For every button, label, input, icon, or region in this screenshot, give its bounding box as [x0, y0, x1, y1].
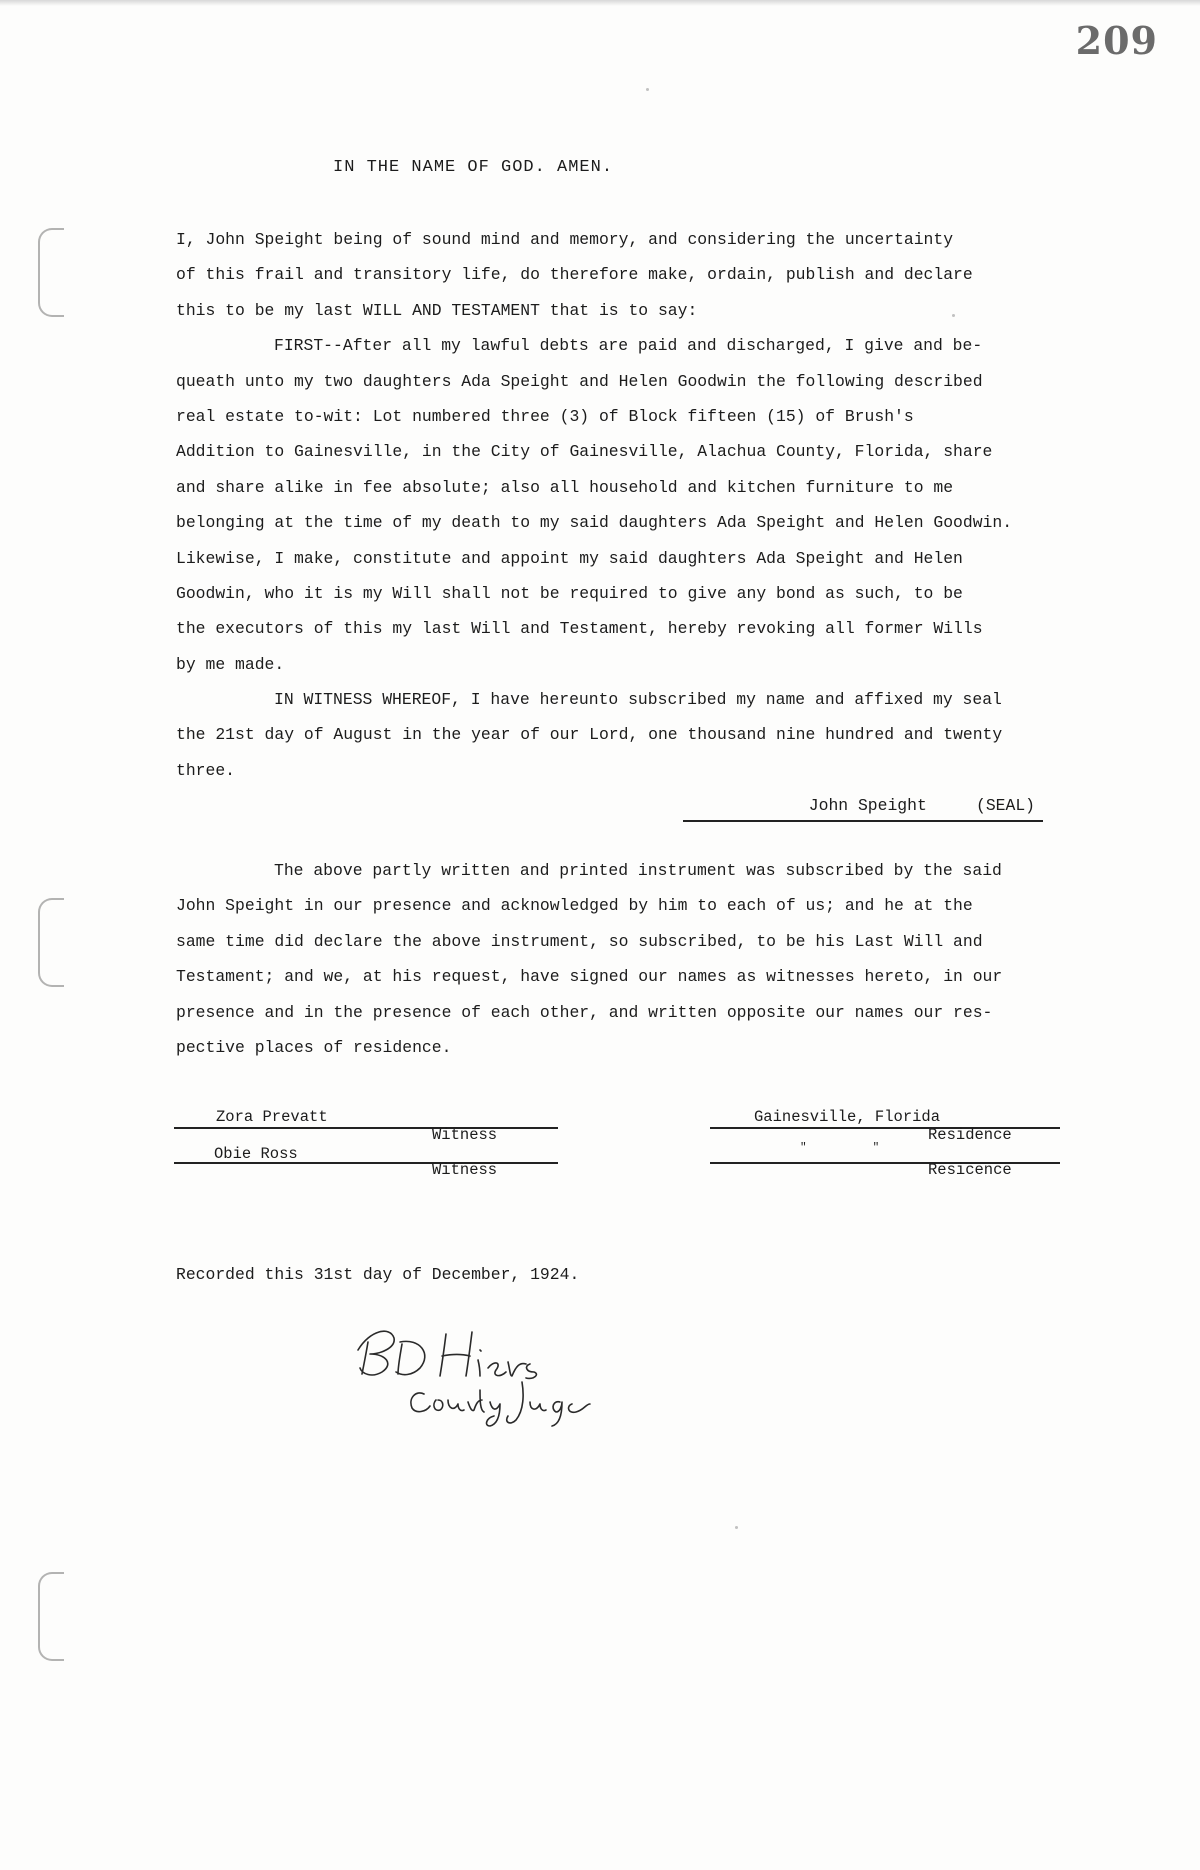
binder-hole-top	[38, 228, 64, 317]
text-line: Testament; and we, at his request, have signed our names as witnesses hereto, in our	[176, 967, 1003, 987]
text-line: Goodwin, who it is my Will shall not be required to give any bond as such, to be	[176, 583, 963, 603]
recorded-date: Recorded this 31st day of December, 1924.	[176, 1265, 580, 1284]
residence-2-ditto: " "	[800, 1142, 880, 1154]
text-line: belonging at the time of my death to my said daughters Ada Speight and Helen Goodwin.	[176, 513, 1013, 533]
text-line: Likewise, I make, constitute and appoint my said daughters Ada Speight and Helen	[176, 548, 963, 568]
page-number: 209	[1075, 18, 1158, 63]
text-line: queath unto my two daughters Ada Speight and Helen Goodwin the following described	[176, 371, 983, 391]
witness-1-rule	[174, 1127, 558, 1129]
text-line: The above partly written and printed instrument was subscribed by the said	[274, 861, 1002, 880]
text-line: same time did declare the above instrument, so subscribed, to be his Last Will and	[176, 931, 983, 951]
paper-speck	[735, 1526, 738, 1529]
text-line: I, John Speight being of sound mind and memory, and considering the uncertainty	[176, 230, 954, 249]
witness-2-name: Obie Ross	[214, 1145, 298, 1163]
text-line: real estate to-wit: Lot numbered three (3) of Block fifteen (15) of Brush's	[176, 406, 914, 426]
text-line: the 21st day of August in the year of our Lord, one thousand nine hundred and twenty	[176, 725, 1003, 745]
text-line: Addition to Gainesville, in the City of Gainesville, Alachua County, Florida, share	[176, 442, 993, 462]
document-heading: IN THE NAME OF GOD. AMEN.	[333, 158, 614, 177]
text-line: pective places of residence.	[176, 1037, 452, 1057]
paper-speck	[646, 88, 649, 91]
text-line: FIRST--After all my lawful debts are paid and discharged, I give and be-	[274, 336, 983, 356]
witness-1-name: Zora Prevatt	[216, 1108, 328, 1126]
witness-2-label: Witness	[432, 1161, 498, 1179]
text-line: John Speight in our presence and acknowledged by him to each of us; and he at the	[176, 896, 973, 916]
page-top-edge	[0, 0, 1200, 6]
text-line: presence and in the presence of each other, and written opposite our names our res-	[176, 1002, 993, 1022]
residence-1-label: Residence	[928, 1126, 1012, 1144]
binder-hole-middle	[38, 898, 64, 987]
residence-1: Gainesville, Florida	[754, 1108, 941, 1126]
witness-1-label: Witness	[432, 1126, 498, 1144]
attestation-paragraph	[176, 853, 1056, 1065]
text-line: three.	[176, 760, 236, 780]
text-line: this to be my last WILL AND TESTAMENT that is to say:	[176, 300, 698, 320]
text-line: and share alike in fee absolute; also all household and kitchen furniture to me	[176, 477, 954, 497]
testator-signature: John Speight (SEAL)	[683, 792, 1043, 822]
text-line: IN WITNESS WHEREOF, I have hereunto subscribed my name and affixed my seal	[274, 690, 1002, 710]
binder-hole-bottom	[38, 1572, 64, 1661]
witness-2-rule	[174, 1162, 558, 1164]
text-line: the executors of this my last Will and Testament, hereby revoking all former Wills	[176, 619, 983, 639]
judge-signature	[350, 1320, 650, 1430]
text-line: by me made.	[176, 654, 285, 674]
residence-2-label: Resicence	[928, 1161, 1012, 1179]
will-body-paragraph	[176, 222, 1056, 788]
text-line: of this frail and transitory life, do therefore make, ordain, publish and declare	[176, 265, 973, 285]
